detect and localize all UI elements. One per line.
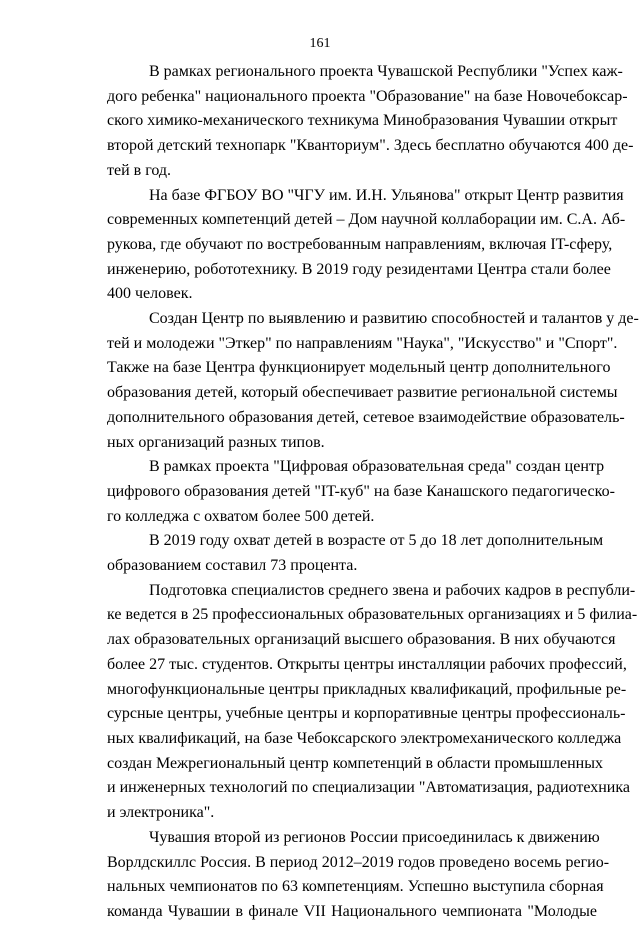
text-line: Ворлдскиллс Россия. В период 2012–2019 годов проведено восемь регио-	[107, 853, 610, 871]
text-line: ского химико-механического техникума Минобразования Чувашии открыт	[107, 112, 618, 130]
text-line: Создан Центр по выявлению и развитию способностей и талантов у де-	[149, 310, 639, 328]
text-line: цифрового образования детей "IT-куб" на базе Канашского педагогическо-	[107, 482, 615, 500]
text-line: ных квалификаций, на базе Чебоксарского электромеханического колледжа	[107, 729, 622, 747]
text-line: лах образовательных организаций высшего образования. В них обучаются	[107, 631, 616, 649]
text-line: В рамках проекта "Цифровая образовательная среда" создан центр	[149, 458, 605, 476]
text-line: Подготовка специалистов среднего звена и рабочих кадров в республи-	[149, 581, 636, 599]
text-line: го колледжа с охватом более 500 детей.	[107, 507, 375, 525]
text-line: ных организаций разных типов.	[107, 433, 325, 451]
text-line: инженерию, робототехнику. В 2019 году резидентами Центра стали более	[107, 260, 611, 278]
text-line: В 2019 году охват детей в возрасте от 5 до 18 лет дополнительным	[149, 532, 604, 550]
text-line: На базе ФГБОУ ВО "ЧГУ им. И.Н. Ульянова" открыт Центр развития	[149, 186, 624, 204]
text-line: рукова, где обучают по востребованным направлениям, включая IT-сферу,	[107, 235, 613, 253]
text-line: дополнительного образования детей, сетевое взаимодействие образователь-	[107, 408, 625, 426]
text-line: второй детский технопарк "Кванториум". Здесь бесплатно обучаются 400 де-	[107, 137, 634, 155]
text-line: дого ребенка" национального проекта "Образование" на базе Новочебоксар-	[107, 87, 628, 105]
text-line: и инженерных технологий по специализации "Автоматизация, радиотехника	[107, 779, 630, 797]
text-line: ке ведется в 25 профессиональных образовательных организациях и 5 филиа-	[107, 606, 638, 624]
paragraph	[107, 60, 634, 184]
paragraph	[107, 455, 615, 529]
text-line: образованием составил 73 процента.	[107, 557, 358, 575]
text-line: 400 человек.	[107, 285, 193, 303]
text-line: тей и молодежи "Эткер" по направлениям "Наука", "Искусство" и "Спорт".	[107, 334, 618, 352]
text-line: и электроника".	[107, 804, 215, 822]
paragraph	[107, 307, 639, 455]
text-line: сурсные центры, учебные центры и корпоративные центры профессиональ-	[107, 705, 626, 723]
text-line: команда Чувашии в финале VII Национального чемпионата "Молодые	[107, 902, 597, 920]
text-line: создан Межрегиональный центр компетенций в области промышленных	[107, 754, 603, 772]
text-line: Чувашия второй из регионов России присоединилась к движению	[149, 828, 600, 846]
paragraph	[107, 184, 626, 308]
paragraph	[107, 579, 638, 826]
text-line: В рамках регионального проекта Чувашской Республики "Успех каж-	[149, 63, 623, 80]
text-line: более 27 тыс. студентов. Открыты центры инсталляции рабочих профессий,	[107, 655, 627, 673]
page-number: 161	[309, 36, 331, 51]
text-line: современных компетенций детей – Дом научной коллаборации им. С.А. Аб-	[107, 211, 626, 229]
document-body	[107, 60, 639, 925]
text-line: Также на базе Центра функционирует модельный центр дополнительного	[107, 359, 611, 377]
paragraph	[107, 529, 604, 578]
text-line: нальных чемпионатов по 63 компетенциям. Успешно выступила сборная	[107, 878, 604, 896]
paragraph	[107, 826, 610, 925]
text-line: образования детей, который обеспечивает развитие региональной системы	[107, 384, 618, 402]
text-line: тей в год.	[107, 161, 172, 179]
text-line: многофункциональные центры прикладных квалификаций, профильные ре-	[107, 680, 627, 698]
